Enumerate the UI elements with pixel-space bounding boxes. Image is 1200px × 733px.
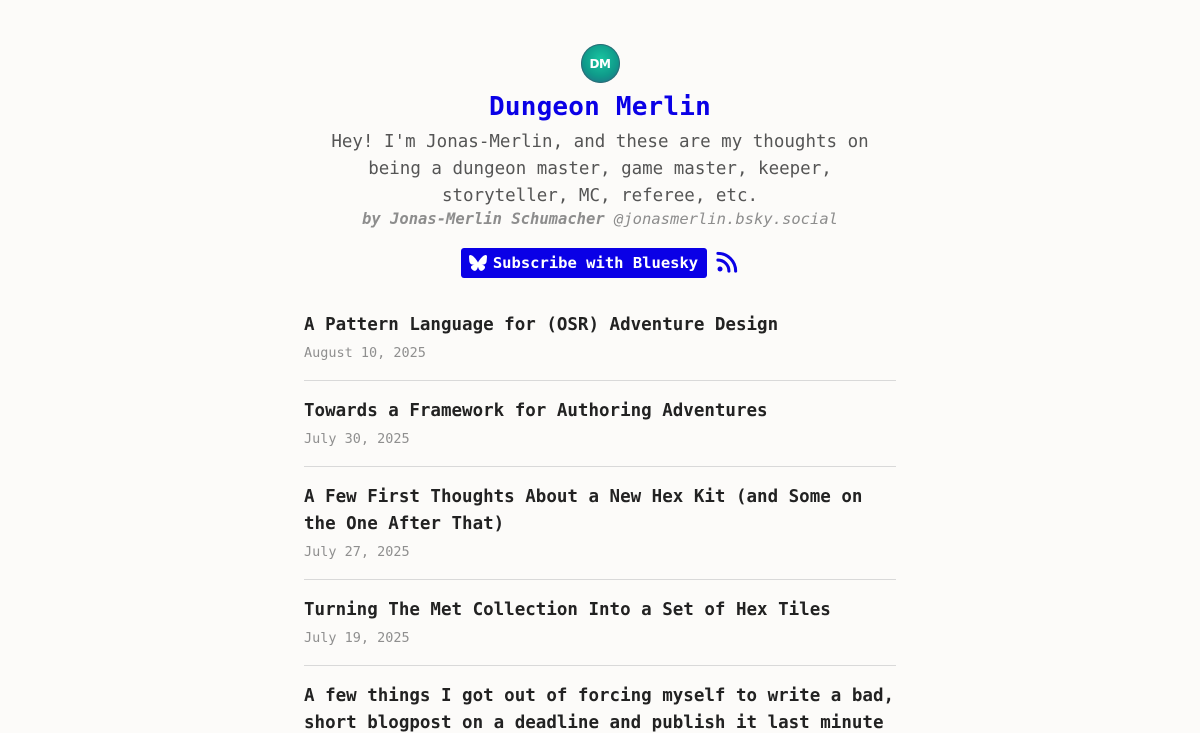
post-title-link[interactable]: Turning The Met Collection Into a Set of Hex Tiles [304,600,831,620]
author-handle[interactable]: @jonasmerlin.bsky.social [614,210,838,228]
post-date: July 27, 2025 [304,544,410,560]
list-item [304,666,896,733]
post-title-link[interactable]: A Few First Thoughts About a New Hex Kit (and Some on the One After That) [304,487,863,534]
post-date: July 19, 2025 [304,630,410,646]
list-item [304,381,896,467]
page [300,0,900,733]
post-list [300,302,900,733]
butterfly-icon [469,255,487,271]
list-item [304,580,896,666]
subscribe-row [300,248,900,278]
list-item [304,467,896,580]
byline-prefix: by [362,210,381,228]
author-name: Jonas-Merlin Schumacher [390,210,605,228]
site-header [300,44,900,278]
post-title-link[interactable]: Towards a Framework for Authoring Adventures [304,401,768,421]
site-description: Hey! I'm Jonas-Merlin, and these are my thoughts on being a dungeon master, game master, keeper, storyteller, MC, referee, etc. [331,132,869,206]
subscribe-label: Subscribe with Bluesky [492,254,699,272]
site-title[interactable]: Dungeon Merlin [489,92,711,122]
subscribe-bluesky-button[interactable] [461,248,707,278]
post-title-link[interactable]: A few things I got out of forcing myself to write a bad, short blogpost on a deadline and publish it last minute [304,686,895,733]
post-date: August 10, 2025 [304,345,426,361]
byline [300,208,900,230]
post-title-link[interactable]: A Pattern Language for (OSR) Adventure Design [304,315,779,335]
rss-icon[interactable] [716,250,739,277]
post-date: July 30, 2025 [304,431,410,447]
avatar[interactable]: DM [581,44,620,83]
list-item [304,302,896,381]
